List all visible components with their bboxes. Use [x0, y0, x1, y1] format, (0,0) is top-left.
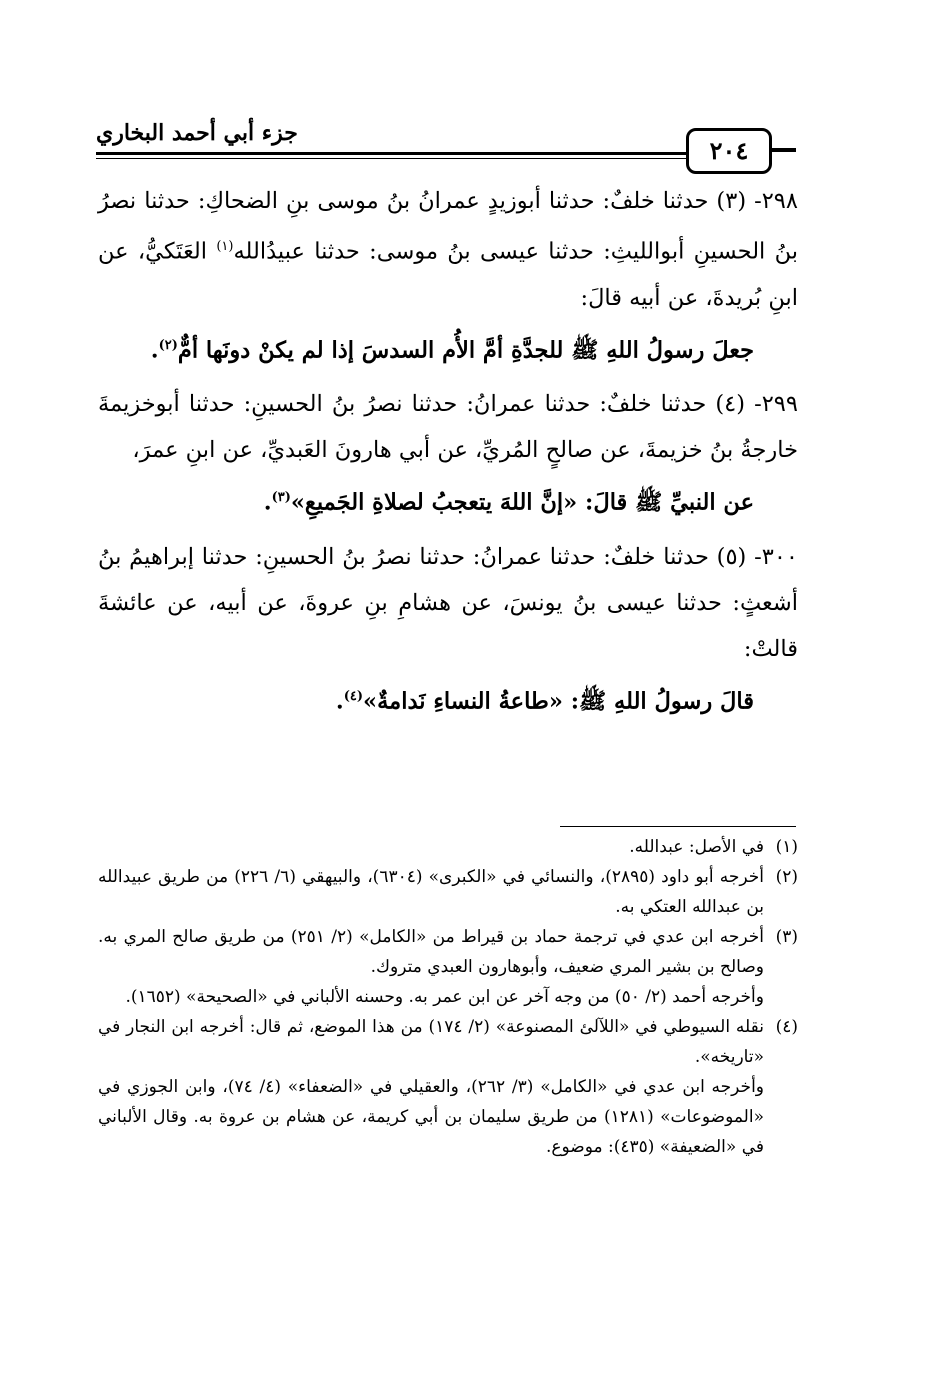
- footnote-separator: [560, 826, 796, 827]
- footnote-3: [98, 922, 798, 1012]
- footnote-number: (٣): [775, 927, 798, 947]
- chain-text: ٢٩٨- (٣) حدثنا خلفٌ: حدثنا أبوزيدٍ عمرانُ بنُ موسى بنِ الضحاكِ: حدثنا نصرُ بنُ الحسينِ أبوالليثِ: حدثنا عيسى بنُ موسى: حدثنا عبيدُالله: [98, 188, 798, 265]
- main-text: [98, 178, 798, 732]
- page-header: [96, 112, 796, 174]
- footnote-number: (٤): [775, 1017, 798, 1037]
- footnote-ref: (١): [216, 239, 234, 254]
- footnote-2: [98, 862, 798, 922]
- footnote-ref: (٣): [271, 490, 291, 505]
- footnote-1: [98, 832, 798, 862]
- header-title: جزء أبي أحمد البخاري: [96, 120, 298, 146]
- footnote-text-cont: وأخرجه أحمد (٢/ ٥٠) من وجه آخر عن ابن عمر به. وحسنه الألباني في «الصحيحة» (١٦٥٢).: [125, 987, 764, 1007]
- chain-text-tail: العَتَكيُّ، عن ابنِ بُريدةَ، عن أبيه قالَ:: [98, 238, 798, 311]
- header-rule: [96, 152, 686, 155]
- page-number: ٢٠٤: [686, 128, 772, 174]
- hadith-300-text: قالَ رسولُ اللهِ ﷺ: «طاعةُ النساءِ نَدامةٌ»$^{(٤)}$.: [335, 688, 754, 714]
- footnote-text: نقله السيوطي في «اللآلئ المصنوعة» (٢/ ١٧٤) من هذا الموضع، ثم قال: أخرجه ابن النجار في «تاريخه».: [98, 1017, 764, 1067]
- footnote-text: أخرجه أبو داود (٢٨٩٥)، والنسائي في «الكبرى» (٦٣٠٤)، والبيهقي (٦/ ٢٢٦) من طريق عبيدالله بن عبدالله العتكي به.: [98, 867, 765, 917]
- hadith-299-text: عن النبيِّ ﷺ قالَ: «إنَّ اللهَ يتعجبُ لصلاةِ الجَميعِ»$^{(٣)}$.: [263, 489, 754, 516]
- footnote-ref: (٤): [343, 688, 364, 704]
- hadith-text: قالَ رسولُ اللهِ ﷺ: «طاعةُ النساءِ نَدامةٌ»: [363, 688, 754, 714]
- footnotes: [98, 832, 798, 1162]
- footnote-ref: (٢): [158, 337, 178, 353]
- footnote-number: (١): [775, 837, 798, 857]
- hadith-299-chain: ٢٩٩- (٤) حدثنا خلفٌ: حدثنا عمرانُ: حدثنا نصرُ بنُ الحسينِ: حدثنا أبوخزيمةَ خارجةُ بنُ خزيمةَ، عن صالحٍ المُريِّ، عن أبي هارونَ العَبديِّ، عن ابنِ عمرَ،: [98, 391, 798, 463]
- hadith-text: عن النبيِّ ﷺ قالَ: «إنَّ اللهَ يتعجبُ لصلاةِ الجَميعِ»: [290, 489, 754, 516]
- header-rule-thin: [96, 158, 686, 159]
- hadith-300-chain: ٣٠٠- (٥) حدثنا خلفٌ: حدثنا عمرانُ: حدثنا نصرُ بنُ الحسينِ: حدثنا إبراهيمُ بنُ أشعثٍ: حدثنا عيسى بنُ يونسَ، عن هشامِ بنِ عروةَ، عن أبيه، عن عائشةَ قالتْ:: [98, 543, 798, 662]
- footnote-text: أخرجه ابن عدي في ترجمة حماد بن قيراط من «الكامل» (٢/ ٢٥١) من طريق صالح المري به. وصالح بن بشير المري ضعيف، وأبوهارون العبدي متروك.: [98, 927, 764, 977]
- footnote-number: (٢): [775, 867, 798, 887]
- header-rule-stub: [772, 148, 796, 152]
- hadith-298-text: جعلَ رسولُ اللهِ ﷺ للجدَّةِ أمَّ الأُم السدسَ إذا لم يكنْ دونَها أمٌّ$^{(٢)}$.: [150, 337, 754, 363]
- footnote-4: [98, 1012, 798, 1162]
- hadith-298-chain: [98, 178, 798, 321]
- footnote-text-cont: وأخرجه ابن عدي في «الكامل» (٣/ ٢٦٢)، والعقيلي في «الضعفاء» (٤/ ٧٤)، وابن الجوزي في «الموضوعات» (١٢٨١) من طريق سليمان بن أبي كريمة، عن هشام بن عروة به. وقال الألباني في «الضعيفة» (٤٣٥): موضوع.: [98, 1077, 764, 1157]
- footnote-text: في الأصل: عبدالله.: [629, 837, 764, 857]
- hadith-text: جعلَ رسولُ اللهِ ﷺ للجدَّةِ أمَّ الأُم السدسَ إذا لم يكنْ دونَها أمٌّ: [177, 337, 754, 363]
